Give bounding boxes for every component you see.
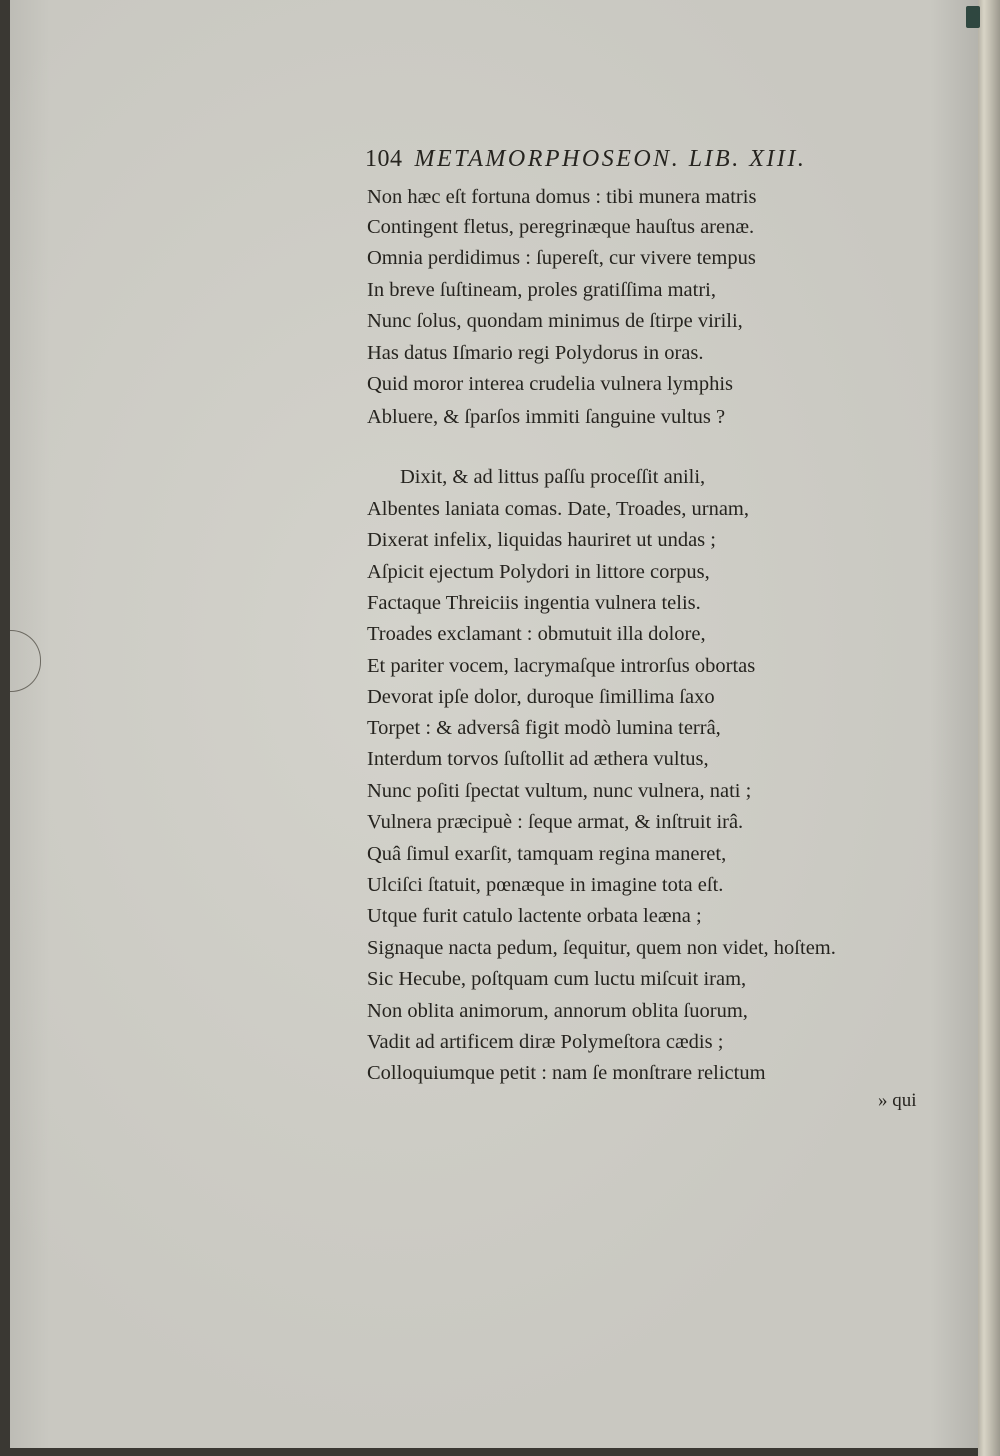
verse-line: Nunc ſolus, quondam minimus de ſtirpe virili, (367, 310, 743, 332)
page-number: 104 (365, 146, 403, 172)
verse-line: Vulnera præcipuè : ſeque armat, & inſtruit irâ. (367, 811, 744, 833)
verse-line: Colloquiumque petit : nam ſe monſtrare relictum (367, 1062, 766, 1084)
running-header (365, 146, 885, 176)
verse-line: Dixerat infelix, liquidas hauriret ut undas ; (367, 529, 716, 551)
verse-line: Non hæc eſt fortuna domus : tibi munera matris (367, 186, 757, 208)
verse-line: Abluere, & ſparſos immiti ſanguine vultus ? (367, 406, 726, 428)
verse-line: Quid moror interea crudelia vulnera lymphis (367, 373, 734, 395)
verse-line: Aſpicit ejectum Polydori in littore corpus, (367, 561, 710, 583)
verse-line: Utque furit catulo lactente orbata leæna ; (367, 905, 702, 927)
verse-line: Interdum torvos ſuſtollit ad æthera vultus, (367, 748, 709, 770)
verse-line: Contingent fletus, peregrinæque hauſtus arenæ. (367, 216, 755, 238)
running-title: METAMORPHOSEON. LIB. XIII. (414, 146, 807, 172)
verse-line: Vadit ad artificem diræ Polymeſtora cædis ; (367, 1031, 724, 1053)
verse-line: Nunc poſiti ſpectat vultum, nunc vulnera, nati ; (367, 780, 752, 802)
verse-line: Sic Hecube, poſtquam cum luctu miſcuit iram, (367, 968, 747, 990)
verse-line: Ulciſci ſtatuit, pœnæque in imagine tota eſt. (367, 874, 724, 896)
catchword: » qui (878, 1090, 917, 1111)
verse-line: Torpet : & adversâ figit modò lumina terrâ, (367, 717, 721, 739)
verse-line: Omnia perdidimus : ſupereſt, cur vivere tempus (367, 247, 756, 269)
bookmark-tab (966, 6, 980, 28)
verse-line: Dixit, & ad littus paſſu proceſſit anili, (400, 466, 706, 488)
binding-thread-mark (10, 630, 41, 692)
verse-line: Albentes laniata comas. Date, Troades, urnam, (367, 498, 750, 520)
verse-line: Quâ ſimul exarſit, tamquam regina maneret, (367, 843, 727, 865)
verse-line: Non oblita animorum, annorum oblita ſuorum, (367, 1000, 748, 1022)
verse-line: Has datus Iſmario regi Polydorus in oras. (367, 342, 704, 364)
verse-line: Et pariter vocem, lacrymaſque introrſus obortas (367, 655, 756, 677)
verse-line: Signaque nacta pedum, ſequitur, quem non videt, hoſtem. (367, 937, 836, 959)
verse-line: Devorat ipſe dolor, duroque ſimillima ſaxo (367, 686, 715, 708)
page-edge (978, 0, 1000, 1456)
verse-line: Factaque Threiciis ingentia vulnera telis. (367, 592, 701, 614)
verse-line: Troades exclamant : obmutuit illa dolore, (367, 623, 706, 645)
verse-line: In breve ſuſtineam, proles gratiſſima matri, (367, 279, 716, 301)
